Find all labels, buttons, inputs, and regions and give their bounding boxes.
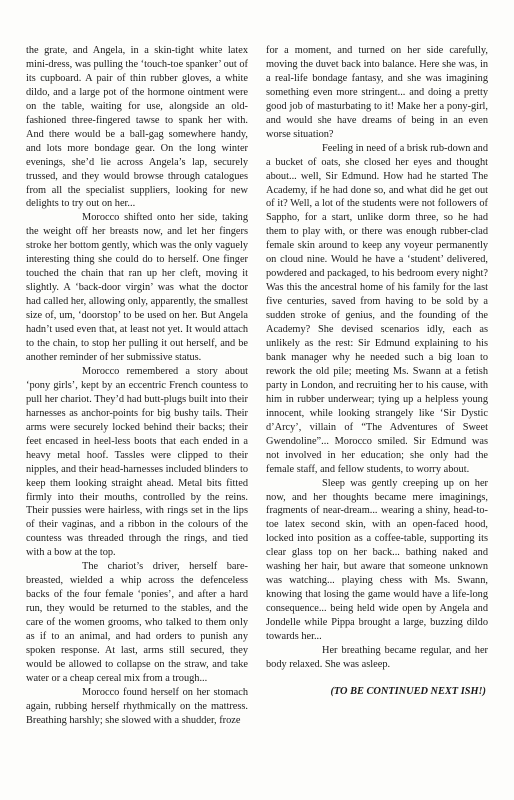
paragraph: Morocco remembered a story about ‘pony girls’, kept by an eccentric French countess to pull her chariot. They’d had butt-plugs built into their harnesses as anchor-points for big bushy tails. Their arms were securely locked behind their backs; their feet encased in heel-less boots that each ended in a heavy metal hoof. Tassles were clipped to their nipples, and their head-harnesses included blinders to keep them looking straight ahead. Metal bits fitted firmly into their mouths, controlled by the reins. Their pussies were hairless, with rings set in the lips of their vaginas, and a ribbon in the colours of the countess was threaded through the rings, and tied with a bow at the top. [26,365,248,559]
paragraph: Morocco found herself on her stomach again, rubbing herself rhythmically on the mattress. Breathing harshly; she slowed with a shudder, froze [26,686,248,726]
paragraph: Her breathing became regular, and her body relaxed. She was asleep. [266,644,488,670]
paragraph: Sleep was gently creeping up on her now, and her thoughts became mere imaginings, fragments of near-dream... wearing a shiny, head-to-toe latex second skin, with an open-faced hood, locked into position as a coffee-table, supporting its clear glass top on her back... bathing naked and washing her hair, but aware that someone unknown was watching... playing chess with Ms. Swann, knowing that losing the game would have a life-long consequence... being held wide open by Angela and Jondelle while Pippa brought a large, buzzing dildo towards her... [266,477,488,643]
paragraph: the grate, and Angela, in a skin-tight white latex mini-dress, was pulling the ‘touch-toe spanker’ out of its cupboard. A pair of thin rubber gloves, a white dildo, and a large pot of the hormone ointment were on the table, waiting for use, alongside an old-fashioned three-fingered tawse to spank her with. And there would be a ball-gag somewhere handy, and lots more bondage gear. On the long winter evenings, she’d lie across Angela’s lap, securely trussed, and they would browse through catalogues from all the specialist suppliers, looking for new delights to try out on her... [26,45,248,210]
right-text-column [266,44,488,699]
paragraph: Morocco shifted onto her side, taking the weight off her breasts now, and let her fingers stroke her bottom gently, which was the only vaguely interesting thing she could do to herself. One finger touched the chain that ran up her cleft, moving it slightly. A ‘back-door virgin’ was what the doctor had called her, allowing only, apparently, the smallest size of, um, ‘doorstop’ to be used on her. But Angela hadn’t used even that, at least not yet. It would attach to the chain, to stop her pulling it out herself, and be another reminder of her submissive status. [26,212,248,363]
continued-notice: (TO BE CONTINUED NEXT ISH!) [330,685,486,697]
left-text-column [26,44,248,728]
paragraph: Feeling in need of a brisk rub-down and a bucket of oats, she closed her eyes and thought about... well, Sir Edmund. How had he started The Academy, if he had done so, and what did he get out of it? Well, a lot of the students were not followers of Sappho, for a start, unlike dorm three, so he had them to play with, or there was enough rubber-clad female skin around to keep any voyeur permanently on cloud nine. Would he have a ‘student’ delivered, powdered and packaged, to his bedroom every night? Was this the ancestral home of his family for the last five centuries, saved from having to be sold by a sudden stroke of genius, and the founding of the Academy? She devised scenarios idly, each as unlikely as the rest: Sir Edmund explaining to his bank manager why he needed such a big loan to rework the old pile; meeting Ms. Swann at a fetish party in London, and recruiting her to his cause, with him in rubber underwear; tying up a helpless young innocent, while looking strangely like ‘Sir Dystic d’Arcy’, villain of “The Adventures of Sweet Gwendoline”... Morocco smiled. Sir Edmund was not involved in her education; she only had the female staff, and fellow students, to worry about. [266,142,488,475]
paragraph: for a moment, and turned on her side carefully, moving the duvet back into balance. Here she was, in a real-life bondage fantasy, and she was imagining something even more stringent... and doing a pretty good job of masturbating to it! Make her a pony-girl, and would she have dreams of being in an even worse situation? [266,45,488,140]
paragraph: The chariot’s driver, herself bare-breasted, wielded a whip across the defenceless backs of the four female ‘ponies’, and after a hard run, they would be returned to the stables, and the care of the women grooms, who talked to them only as if to an animal, and had orders to punish any spoken response. At last, arms still secured, they would be allowed to collapse on the straw, and take water or a cheap cereal mix from a trough... [26,561,248,684]
